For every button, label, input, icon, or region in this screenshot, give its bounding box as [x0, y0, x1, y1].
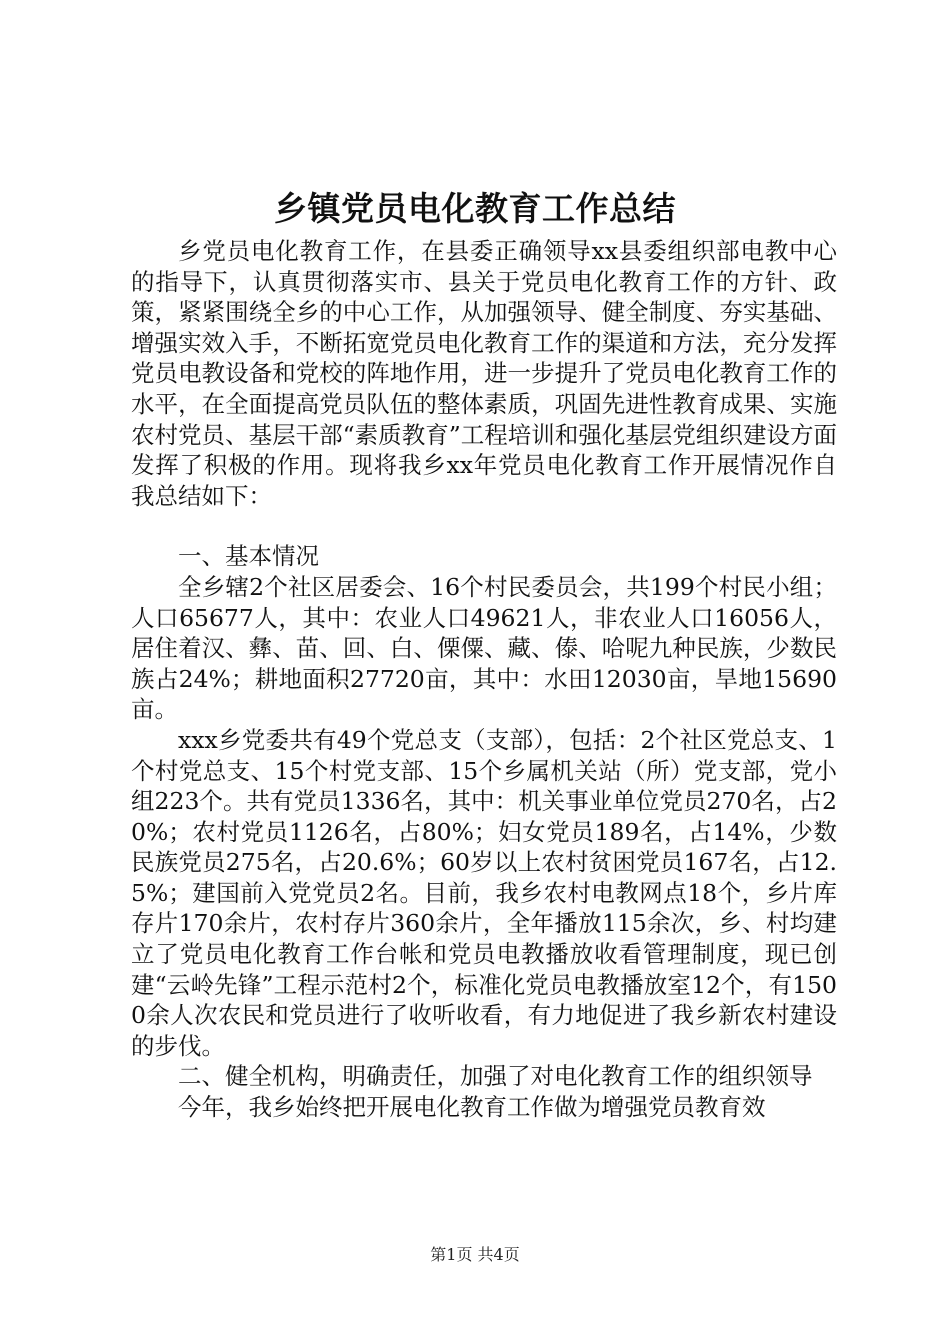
- section-heading-organization: 二、健全机构，明确责任，加强了对电化教育工作的组织领导: [178, 1062, 813, 1091]
- document-body: [131, 236, 837, 1123]
- paragraph-this-year: 今年，我乡始终把开展电化教育工作做为增强党员教育效: [178, 1093, 766, 1122]
- section-heading-basic-situation: 一、基本情况: [178, 542, 319, 571]
- document-title: 乡镇党员电化教育工作总结: [274, 189, 676, 228]
- paragraph-population: 全乡辖2个社区居委会、16个村民委员会，共199个村民小组；人口65677人，其中：农业人口49621人，非农业人口16056人，居住着汉、彝、苗、回、白、傈僳、藏、傣、哈呢九种民族，少数民族占24%；耕地面积27720亩，其中：水田12030亩，旱地15690亩。: [131, 572, 837, 724]
- intro-paragraph: 乡党员电化教育工作，在县委正确领导xx县委组织部电教中心的指导下，认真贯彻落实市、县关于党员电化教育工作的方针、政策，紧紧围绕全乡的中心工作，从加强领导、健全制度、夯实基础、增强实效入手，不断拓宽党员电化教育工作的渠道和方法，充分发挥党员电教设备和党校的阵地作用，进一步提升了党员电化教育工作的水平，在全面提高党员队伍的整体素质，巩固先进性教育成果、实施农村党员、基层干部“素质教育”工程培训和强化基层党组织建设方面发挥了积极的作用。现将我乡xx年党员电化教育工作开展情况作自我总结如下：: [131, 237, 837, 510]
- page-footer: 第1页 共4页: [430, 1245, 520, 1264]
- paragraph-party-organization: xxx乡党委共有49个党总支（支部），包括：2个社区党总支、1个村党总支、15个村党支部、15个乡属机关站（所）党支部，党小组223个。共有党员1336名，其中：机关事业单位党员270名，占20%；农村党员1126名，占80%；妇女党员189名，占14%，少数民族党员275名，占20.6%；60岁以上农村贫困党员167名，占12.5%；建国前入党党员2名。目前，我乡农村电教网点18个，乡片库存片170余片，农村存片360余片，全年播放115余次，乡、村均建立了党员电化教育工作台帐和党员电教播放收看管理制度，现已创建“云岭先锋”工程示范村2个，标准化党员电教播放室12个，有1500余人次农民和党员进行了收听收看，有力地促进了我乡新农村建设的步伐。: [131, 725, 837, 1060]
